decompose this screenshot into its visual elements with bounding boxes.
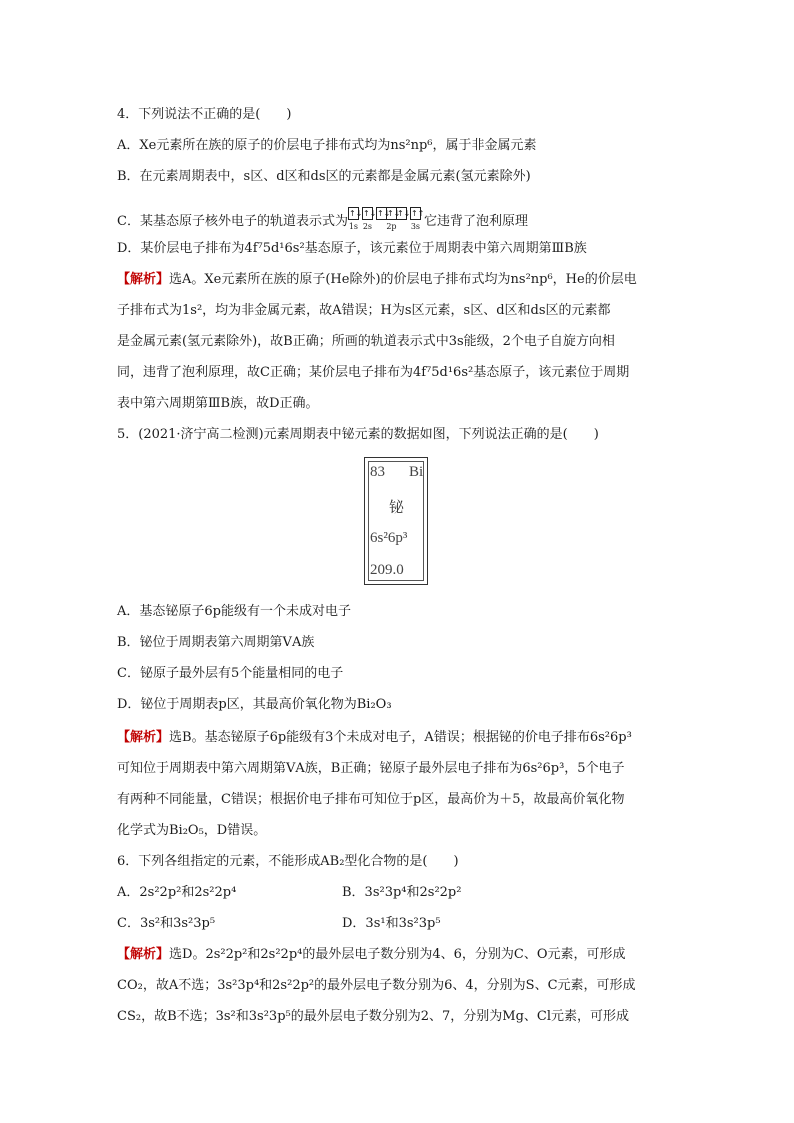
q6-analysis-text: 选D。2s²2p²和2s²2p⁴的最外层电子数分别为4、6，分别为C、O元素，可形成	[169, 947, 626, 962]
orbital-label: 1s	[348, 222, 359, 231]
q5-option-a: A．基态铋原子6p能级有一个未成对电子	[117, 604, 351, 619]
element-name: 铋	[389, 498, 405, 516]
q5-analysis-text: 选B。基态铋原子6p能级有3个未成对电子，A错误；根据铋的价电子排布6s²6p³	[169, 730, 632, 745]
q4-option-b: B．在元素周期表中，s区、d区和ds区的元素都是金属元素(氢元素除外)	[117, 169, 531, 184]
orbital-2p	[376, 204, 411, 231]
q5-stem: 5．(2021·济宁高二检测)元素周期表中铋元素的数据如图，下列说法正确的是( )	[117, 427, 599, 442]
q6-option-b: B．3s²3p⁴和2s²2p²	[342, 885, 462, 900]
orbital-box: ↑↓	[348, 209, 363, 218]
orbital-box: ↑↓	[362, 209, 377, 218]
q4-option-c-text: C．某基态原子核外电子的轨道表示式为	[117, 214, 348, 229]
q6-analysis-line-2: CO₂，故A不选；3s²3p⁴和2s²2p²的最外层电子数分别为6、4，分别为S、C元素，可形成	[117, 978, 636, 993]
q5-option-d: D．铋位于周期表p区，其最高价氧化物为Bi₂O₃	[117, 697, 392, 712]
q5-option-c: C．铋原子最外层有5个能量相同的电子	[117, 666, 344, 681]
q4-analysis-line-5: 表中第六周期第ⅢB族，故D正确。	[117, 396, 319, 411]
q5-analysis-line-4: 化学式为Bi₂O₅，D错误。	[117, 823, 267, 838]
q6-option-c: C．3s²和3s²3p⁵	[117, 916, 216, 931]
atomic-mass: 209.0	[370, 562, 404, 578]
orbital-1s	[348, 204, 363, 231]
q5-option-b: B．铋位于周期表第六周期第ⅤA族	[117, 635, 315, 650]
q4-option-d: D．某价层电子排布为4f⁷5d¹6s²基态原子，该元素位于周期表中第六周期第ⅢB族	[117, 241, 587, 256]
q4-analysis-line-1	[117, 271, 637, 289]
orbital-box: ↑↑	[410, 209, 425, 218]
orbital-box: ↑↓	[396, 209, 411, 218]
orbital-2s	[362, 204, 377, 231]
q4-option-c-tail: 它违背了泡利原理	[423, 214, 528, 229]
analysis-tag: 【解析】	[117, 730, 170, 745]
q4-analysis-line-3: 是金属元素(氢元素除外)，故B正确；所画的轨道表示式中3s能级，2个电子自旋方向相	[117, 334, 615, 349]
q6-option-d: D．3s¹和3s²3p⁵	[342, 916, 441, 931]
q4-option-c	[117, 204, 528, 231]
orbital-box: ↑↓	[376, 209, 391, 218]
q4-option-a: A．Xe元素所在族的原子的价层电子排布式均为ns²np⁶，属于非金属元素	[117, 138, 537, 153]
analysis-tag: 【解析】	[117, 947, 170, 962]
orbital-boxes	[410, 207, 425, 220]
orbital-label: 2s	[362, 222, 373, 231]
bismuth-element-card	[364, 457, 428, 585]
orbital-boxes	[376, 207, 411, 220]
q6-option-a: A．2s²2p²和2s²2p⁴	[117, 885, 237, 900]
element-symbol: Bi	[409, 464, 424, 480]
q6-analysis-line-3: CS₂，故B不选；3s²和3s²3p⁵的最外层电子数分别为2、7，分别为Mg、Cl元素，可形成	[117, 1009, 630, 1024]
electron-config: 6s²6p³	[370, 530, 408, 546]
orbital-box: ↑↓	[386, 209, 401, 218]
orbital-label: 3s	[410, 222, 421, 231]
q5-analysis-line-3: 有两种不同能量，C错误；根据价电子排布可知位于p区，最高价为＋5，故最高价氧化物	[117, 792, 625, 807]
atomic-number: 83	[370, 464, 385, 480]
q4-stem: 4．下列说法不正确的是( )	[117, 107, 292, 122]
orbital-boxes	[348, 207, 363, 220]
q5-analysis-line-1	[117, 729, 632, 747]
orbital-label: 2p	[386, 222, 397, 231]
orbital-boxes	[362, 207, 377, 220]
q6-stem: 6．下列各组指定的元素，不能形成AB₂型化合物的是( )	[117, 854, 459, 869]
q4-analysis-line-4: 同，违背了泡利原理，故C正确；某价层电子排布为4f⁷5d¹6s²基态原子，该元素位于周期	[117, 365, 630, 380]
analysis-tag: 【解析】	[117, 272, 170, 287]
orbital-diagram	[348, 209, 425, 231]
q6-analysis-line-1	[117, 946, 626, 964]
q4-analysis-line-2: 子排布式为1s²，均为非金属元素，故A错误；H为s区元素，s区、d区和ds区的元素都	[117, 303, 611, 318]
q5-analysis-line-2: 可知位于周期表中第六周期第ⅤA族，B正确；铋原子最外层电子排布为6s²6p³，5个电子	[117, 761, 625, 776]
orbital-3s	[410, 204, 425, 231]
q4-analysis-text: 选A。Xe元素所在族的原子(He除外)的价层电子排布式均为ns²np⁶，He的价层电	[169, 272, 637, 287]
